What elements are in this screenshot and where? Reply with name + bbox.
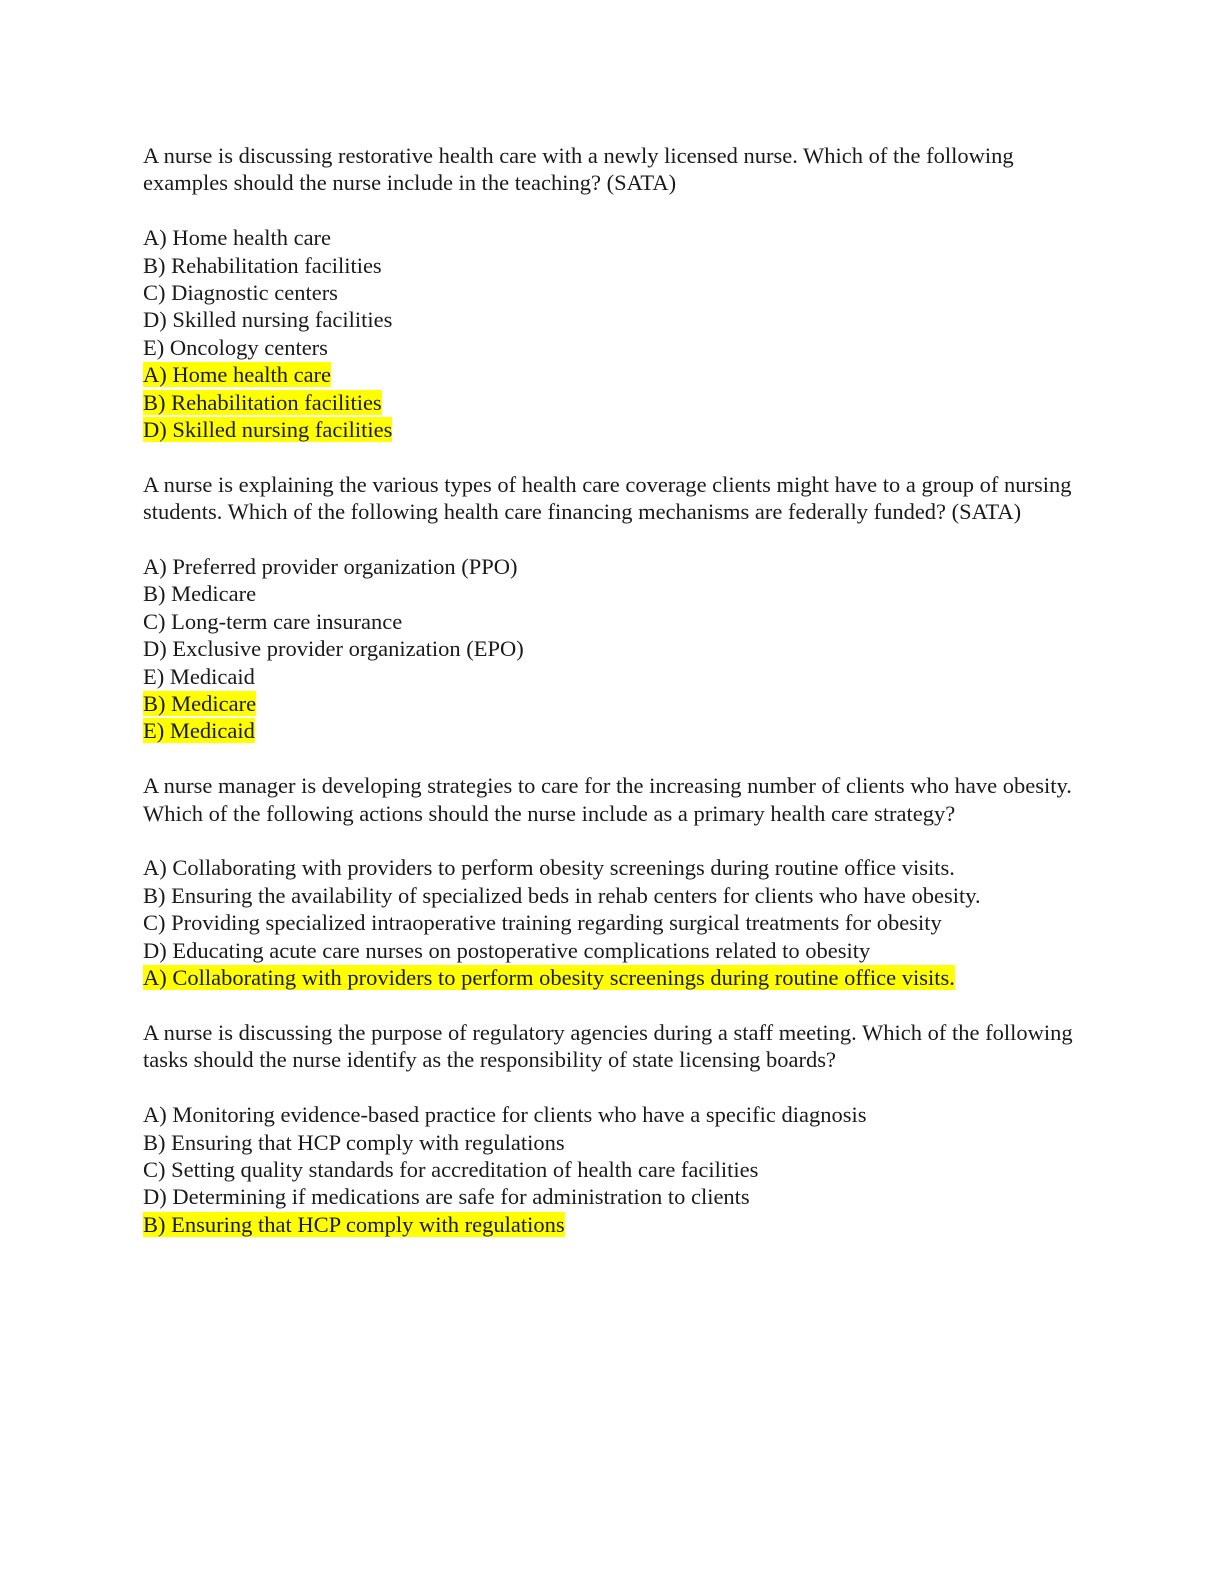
option-item: A) Monitoring evidence-based practice for clients who have a specific diagnosis xyxy=(143,1102,867,1128)
option-list xyxy=(143,553,1083,690)
question-text: A nurse is discussing restorative health care with a newly licensed nurse. Which of the following examples should the nurse include in the teaching? (SATA) xyxy=(143,143,1014,196)
answer-list xyxy=(143,964,1083,991)
highlighted-answer: E) Medicaid xyxy=(143,718,255,744)
answer-list xyxy=(143,1211,1083,1238)
highlighted-answer: A) Collaborating with providers to perform obesity screenings during routine office visits. xyxy=(143,965,955,991)
option-item: C) Long-term care insurance xyxy=(143,608,403,634)
answer-list xyxy=(143,690,1083,745)
option-item: E) Medicaid xyxy=(143,663,255,689)
option-list xyxy=(143,224,1083,361)
option-item: D) Educating acute care nurses on postoperative complications related to obesity xyxy=(143,937,871,963)
answer-item xyxy=(143,717,1083,744)
option-item: D) Skilled nursing facilities xyxy=(143,307,393,333)
option-item: A) Home health care xyxy=(143,225,332,251)
highlighted-answer: A) Home health care xyxy=(143,362,332,388)
question-4 xyxy=(143,1019,1083,1238)
question-3 xyxy=(143,772,1083,991)
question-text: A nurse is explaining the various types of health care coverage clients might have to a group of nursing students. Which of the following health care financing mechanisms are federally funded? (SATA) xyxy=(143,471,1072,525)
answer-item xyxy=(143,416,1083,443)
question-1 xyxy=(143,142,1083,443)
question-text: A nurse is discussing the purpose of regulatory agencies during a staff meeting. Which of the following tasks should the nurse identify as the responsibility of state licensing boards? xyxy=(143,1019,1073,1073)
answer-item xyxy=(143,389,1083,416)
option-item: C) Diagnostic centers xyxy=(143,280,338,306)
option-item: B) Ensuring the availability of specialized beds in rehab centers for clients who have obesity. xyxy=(143,882,981,908)
option-item: B) Rehabilitation facilities xyxy=(143,252,382,278)
highlighted-answer: B) Medicare xyxy=(143,691,257,717)
option-item: E) Oncology centers xyxy=(143,334,328,360)
answer-item xyxy=(143,690,1083,717)
option-item: A) Collaborating with providers to perform obesity screenings during routine office visits. xyxy=(143,855,955,881)
highlighted-answer: B) Ensuring that HCP comply with regulations xyxy=(143,1211,565,1237)
option-list xyxy=(143,854,1083,964)
highlighted-answer: B) Rehabilitation facilities xyxy=(143,389,382,415)
option-list xyxy=(143,1101,1083,1211)
option-item: B) Medicare xyxy=(143,581,257,607)
answer-list xyxy=(143,361,1083,443)
question-text: A nurse manager is developing strategies to care for the increasing number of clients who have obesity. Which of the following actions should the nurse include as a primary health care strategy? xyxy=(143,773,1072,826)
option-item: D) Determining if medications are safe for administration to clients xyxy=(143,1184,750,1210)
answer-item xyxy=(143,964,1083,991)
option-item: B) Ensuring that HCP comply with regulations xyxy=(143,1129,565,1155)
question-2 xyxy=(143,471,1083,745)
highlighted-answer: D) Skilled nursing facilities xyxy=(143,417,393,443)
option-item: A) Preferred provider organization (PPO) xyxy=(143,554,518,580)
option-item: C) Setting quality standards for accreditation of health care facilities xyxy=(143,1156,759,1182)
answer-item xyxy=(143,361,1083,388)
option-item: C) Providing specialized intraoperative training regarding surgical treatments for obesity xyxy=(143,910,942,936)
document-page xyxy=(143,142,1083,1266)
option-item: D) Exclusive provider organization (EPO) xyxy=(143,636,524,662)
answer-item xyxy=(143,1211,1083,1238)
